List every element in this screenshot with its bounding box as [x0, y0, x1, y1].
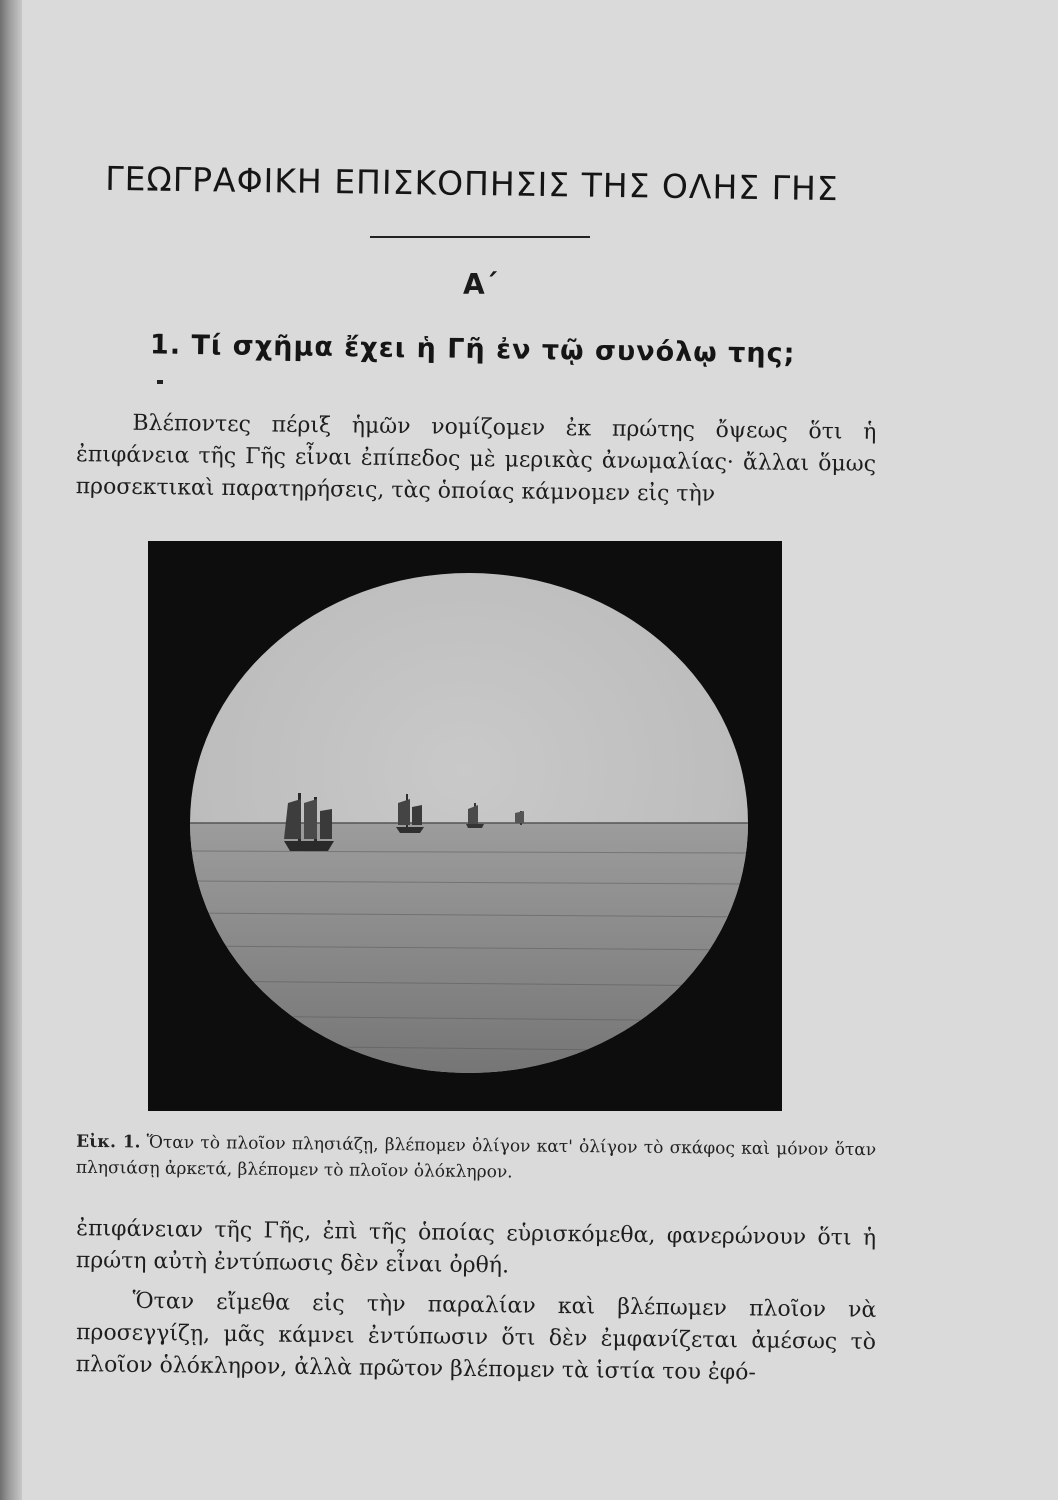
ship-far	[515, 811, 524, 825]
ships-horizon-illustration	[148, 541, 782, 1111]
figure-ships-horizon	[148, 541, 782, 1111]
viewing-circle	[148, 541, 782, 1111]
chapter-heading: 1. Τί σχῆμα ἔχει ἡ Γῆ ἐν τῷ συνόλῳ της;	[149, 329, 796, 370]
body-paragraph-3	[75, 1285, 876, 1391]
body-paragraph-1	[75, 407, 876, 513]
page-title: ΓΕΩΓΡΑΦΙΚΗ ΕΠΙΣΚΟΠΗΣΙΣ ΤΗΣ ΟΛΗΣ ΓΗΣ	[105, 158, 839, 209]
paragraph-1-text: Βλέποντες πέριξ ἡμῶν νομίζομεν ἐκ πρώτης ὄψεως ὅτι ἡ ἐπιφάνεια τῆς Γῆς εἶναι ἐπίπεδος μὲ μερικὰς ἀνωμαλίας· ἄλλαι ὅμως προσεκτικαὶ παρατηρήσεις, τὰς ὁποίας κάμνομεν εἰς τὴν	[75, 410, 877, 507]
figure-caption-text: Ὅταν τὸ πλοῖον πλησιάζῃ, βλέπομεν ὀλίγον κατ' ὀλίγον τὸ σκάφος καὶ μόνον ὅταν πλησιάσῃ ἀρκετά, βλέπομεν τὸ πλοῖον ὁλόκληρον.	[75, 1132, 877, 1183]
figure-caption	[76, 1129, 877, 1189]
paragraph-2-text: ἐπιφάνειαν τῆς Γῆς, ἐπὶ τῆς ὁποίας εὑρισκόμεθα, φανερώνουν ὅτι ἡ πρώτη αὐτὴ ἐντύπωσις δὲν εἶναι ὀρθή.	[75, 1216, 877, 1279]
figure-label: Εἰκ. 1.	[76, 1131, 141, 1153]
book-binding-edge	[0, 0, 22, 1500]
body-paragraph-2	[76, 1213, 877, 1287]
section-letter: Α΄	[462, 268, 498, 301]
print-mark	[157, 380, 163, 384]
paragraph-3-text: Ὅταν εἴμεθα εἰς τὴν παραλίαν καὶ βλέπωμεν πλοῖον νὰ προσεγγίζῃ, μᾶς κάμνει ἐντύπωσιν ὅτι δὲν ἐμφανίζεται ἀμέσως τὸ πλοῖον ὁλόκληρον, ἀλλὰ πρῶτον βλέπομεν τὰ ἱστία του ἐφό-	[75, 1288, 877, 1386]
title-divider	[370, 236, 590, 238]
